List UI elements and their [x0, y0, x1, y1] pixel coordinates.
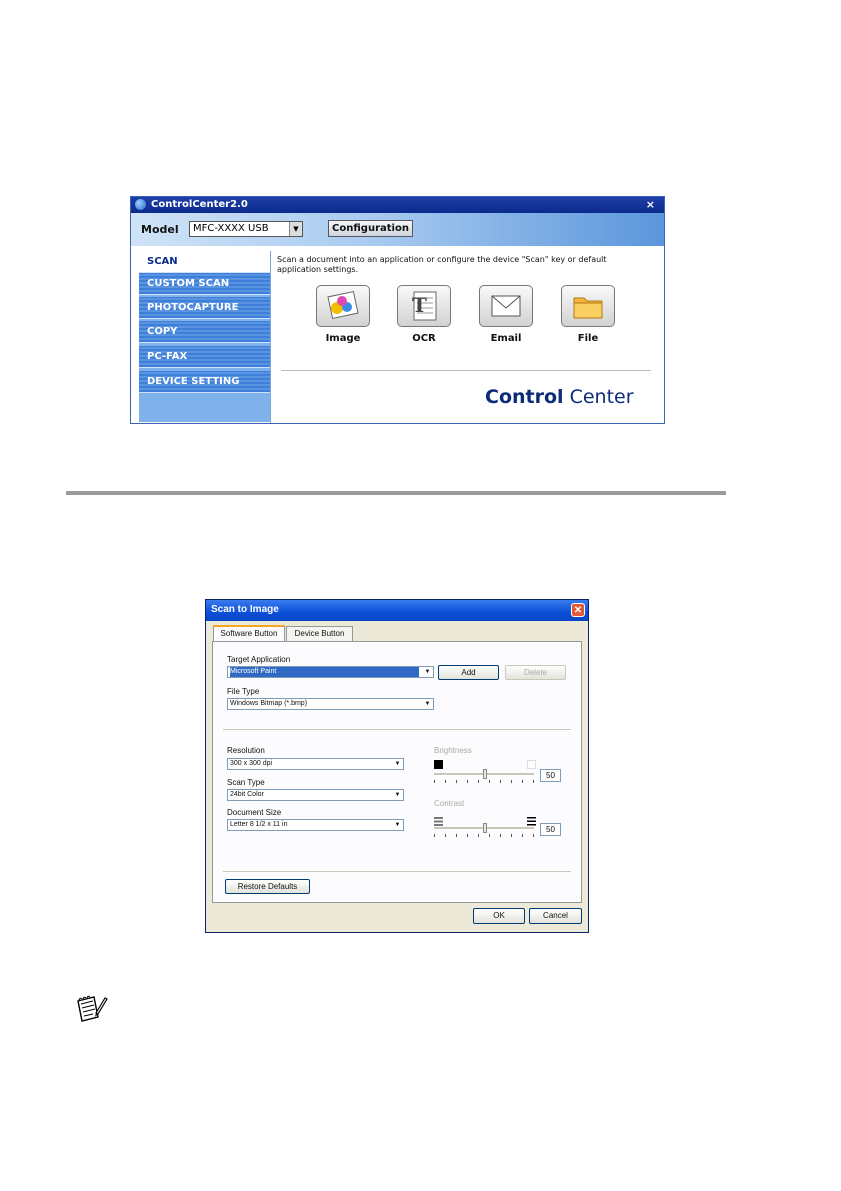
resolution-select[interactable] [227, 758, 404, 770]
folder-icon[interactable] [561, 285, 615, 327]
email-icon[interactable] [479, 285, 533, 327]
contrast-ticks [434, 834, 534, 838]
configuration-button[interactable]: Configuration [328, 220, 413, 237]
ocr-icon[interactable] [397, 285, 451, 327]
control-center-logo: Control Center [485, 386, 634, 408]
brightness-ticks [434, 780, 534, 784]
image-tool[interactable] [313, 285, 373, 344]
email-tool-label: Email [490, 333, 522, 344]
document-size-select[interactable] [227, 819, 404, 831]
scan-to-image-dialog [205, 599, 589, 933]
file-tool[interactable] [558, 285, 618, 344]
high-contrast-icon [527, 813, 536, 822]
chevron-down-icon[interactable]: ▼ [392, 820, 403, 830]
email-tool[interactable] [476, 285, 536, 344]
controlcenter-logo-icon [135, 199, 146, 210]
scan-type-label: Scan Type [227, 778, 265, 787]
target-application-label: Target Application [227, 655, 291, 664]
cancel-button[interactable]: Cancel [529, 908, 582, 924]
chevron-down-icon[interactable]: ▼ [422, 699, 433, 709]
model-label: Model [141, 223, 179, 236]
sidebar-item-custom-scan[interactable]: CUSTOM SCAN [139, 273, 270, 295]
cc-content-panel [270, 251, 664, 423]
model-select-value: MFC-XXXX USB [193, 223, 269, 234]
document-size-value: Letter 8 1/2 x 11 in [230, 821, 288, 828]
resolution-label: Resolution [227, 746, 265, 755]
panel-separator [223, 729, 571, 731]
tab-software-button[interactable]: Software Button [213, 625, 285, 642]
image-icon[interactable] [316, 285, 370, 327]
resolution-value: 300 x 300 dpi [230, 760, 273, 767]
target-application-select[interactable] [227, 666, 434, 678]
delete-button[interactable]: Delete [505, 665, 566, 680]
file-type-select[interactable] [227, 698, 434, 710]
chevron-down-icon[interactable]: ▼ [289, 222, 302, 236]
image-tool-label: Image [325, 333, 361, 344]
dialog-close-button[interactable]: ✕ [571, 603, 585, 617]
dialog-title: Scan to Image [211, 604, 279, 615]
cc-title-bar [131, 197, 664, 213]
dialog-title-bar [206, 600, 588, 621]
dark-swatch-icon [434, 760, 443, 769]
scan-description: Scan a document into an application or configure the device "Scan" key or default application settings. [277, 255, 607, 274]
contrast-slider-thumb[interactable] [483, 823, 487, 833]
sidebar-item-copy[interactable]: COPY [139, 321, 270, 343]
restore-defaults-button[interactable]: Restore Defaults [225, 879, 310, 894]
chevron-down-icon[interactable]: ▼ [392, 790, 403, 800]
ocr-tool[interactable] [394, 285, 454, 344]
sidebar-item-scan[interactable]: SCAN [139, 251, 270, 273]
document-size-label: Document Size [227, 808, 282, 817]
brightness-slider-thumb[interactable] [483, 769, 487, 779]
panel-separator-bottom [223, 871, 571, 873]
software-button-panel [212, 641, 582, 903]
cc-model-bar [131, 213, 664, 246]
cc-window-title: ControlCenter2.0 [151, 199, 248, 210]
file-type-value: Windows Bitmap (*.bmp) [230, 700, 308, 707]
scan-type-select[interactable] [227, 789, 404, 801]
sidebar-item-pc-fax[interactable]: PC-FAX [139, 346, 270, 368]
cc-close-button[interactable]: × [645, 198, 655, 211]
scan-type-value: 24bit Color [230, 791, 264, 798]
note-pad-icon [74, 993, 108, 1025]
light-swatch-icon [527, 760, 536, 769]
svg-text:T: T [412, 293, 427, 317]
low-contrast-icon [434, 813, 443, 822]
tab-device-button[interactable]: Device Button [286, 626, 353, 641]
section-divider [66, 491, 726, 495]
chevron-down-icon[interactable]: ▼ [422, 667, 433, 677]
ok-button[interactable]: OK [473, 908, 525, 924]
contrast-value-box: 50 [540, 823, 561, 836]
sidebar-item-photocapture[interactable]: PHOTOCAPTURE [139, 297, 270, 319]
brightness-label: Brightness [434, 746, 472, 755]
controlcenter-window [130, 196, 665, 424]
sidebar-item-device-setting[interactable]: DEVICE SETTING [139, 371, 270, 393]
file-tool-label: File [577, 333, 599, 344]
ocr-tool-label: OCR [412, 333, 436, 344]
contrast-label: Contrast [434, 799, 465, 808]
add-button[interactable]: Add [438, 665, 499, 680]
brightness-value-box: 50 [540, 769, 561, 782]
file-type-label: File Type [227, 687, 260, 696]
model-select[interactable] [189, 221, 303, 237]
cc-sidebar [139, 251, 270, 422]
chevron-down-icon[interactable]: ▼ [392, 759, 403, 769]
cc-divider [281, 370, 651, 371]
target-application-value: Microsoft Paint [230, 667, 419, 677]
